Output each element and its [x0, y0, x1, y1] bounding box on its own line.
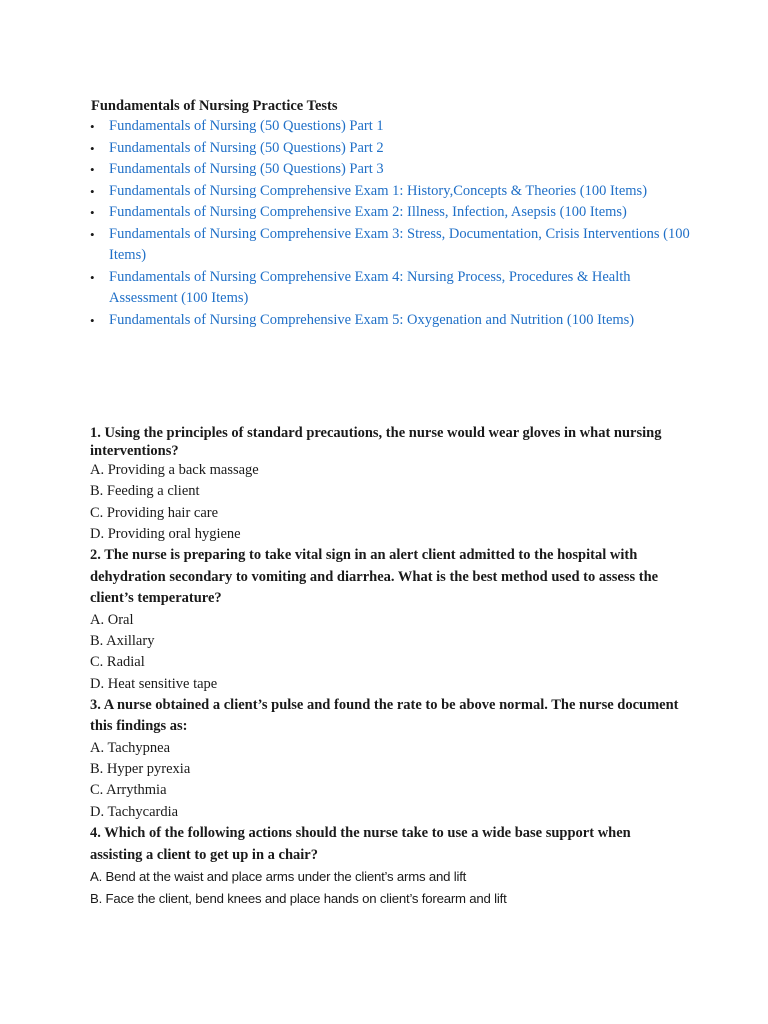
toc-link-exam-4[interactable]: Fundamentals of Nursing Comprehensive Exam 4: Nursing Process, Procedures & Health Assessment (100 Items): [109, 268, 631, 306]
answer-option: D. Heat sensitive tape: [90, 675, 218, 692]
bullet-icon: •: [90, 162, 95, 177]
question-stem: 1. Using the principles of standard precautions, the nurse would wear gloves in what nursing interventions?: [90, 425, 662, 459]
answer-option: A. Tachypnea: [90, 739, 171, 756]
answer-option: B. Hyper pyrexia: [90, 761, 191, 778]
question-stem: 2. The nurse is preparing to take vital sign in an alert client admitted to the hospital with dehydration secondary to vomiting and diarrhea. What is the best method used to assess the client’s temperature?: [90, 547, 659, 607]
bullet-icon: •: [90, 226, 95, 242]
toc-item: [90, 310, 690, 332]
toc-link-exam-2[interactable]: Fundamentals of Nursing Comprehensive Exam 2: Illness, Infection, Asepsis (100 Items): [109, 204, 627, 220]
toc-item: [90, 202, 690, 224]
toc-list: [90, 116, 690, 331]
toc-title: Fundamentals of Nursing Practice Tests: [91, 98, 338, 114]
answer-option: B. Feeding a client: [90, 483, 200, 500]
answer-option: A. Oral: [90, 611, 134, 628]
toc-link-part-3[interactable]: Fundamentals of Nursing (50 Questions) Part 3: [109, 161, 384, 177]
answer-option: C. Radial: [90, 654, 145, 671]
toc-item: [90, 181, 690, 203]
toc-item: [90, 159, 690, 181]
bullet-icon: •: [90, 205, 95, 220]
answer-option: B. Axillary: [90, 632, 155, 649]
toc-link-exam-1[interactable]: Fundamentals of Nursing Comprehensive Exam 1: History,Concepts & Theories (100 Items): [109, 182, 648, 199]
bullet-icon: •: [90, 183, 95, 199]
answer-option: C. Arrythmia: [90, 782, 167, 799]
question-stem: 4. Which of the following actions should the nurse take to use a wide base support when assisting a client to get up in a chair?: [90, 825, 631, 863]
question-2: [90, 545, 680, 695]
toc-link-exam-3[interactable]: Fundamentals of Nursing Comprehensive Exam 3: Stress, Documentation, Crisis Interventions (100 Items): [109, 225, 690, 263]
toc-item: [90, 138, 690, 160]
answer-option: D. Providing oral hygiene: [90, 525, 241, 542]
bullet-icon: •: [90, 119, 95, 134]
question-list: [90, 424, 680, 910]
bullet-icon: •: [90, 140, 95, 156]
question-4: [90, 823, 680, 910]
answer-option: B. Face the client, bend knees and place hands on client’s forearm and lift: [90, 891, 507, 907]
question-1: [90, 424, 680, 545]
question-stem: 3. A nurse obtained a client’s pulse and found the rate to be above normal. The nurse document this findings as:: [90, 696, 679, 735]
answer-option: D. Tachycardia: [90, 803, 179, 820]
bullet-icon: •: [90, 312, 95, 328]
question-3: [90, 695, 680, 823]
answer-option: C. Providing hair care: [90, 504, 219, 521]
toc-item: [90, 116, 690, 138]
answer-option: A. Providing a back massage: [90, 462, 259, 478]
toc-item: [90, 224, 690, 267]
toc-link-part-2[interactable]: Fundamentals of Nursing (50 Questions) Part 2: [109, 139, 384, 156]
bullet-icon: •: [90, 269, 95, 285]
answer-option: A. Bend at the waist and place arms under the client’s arms and lift: [90, 869, 467, 885]
toc-link-exam-5[interactable]: Fundamentals of Nursing Comprehensive Exam 5: Oxygenation and Nutrition (100 Items): [109, 311, 635, 328]
toc-link-part-1[interactable]: Fundamentals of Nursing (50 Questions) Part 1: [109, 118, 384, 134]
toc-item: [90, 267, 690, 310]
